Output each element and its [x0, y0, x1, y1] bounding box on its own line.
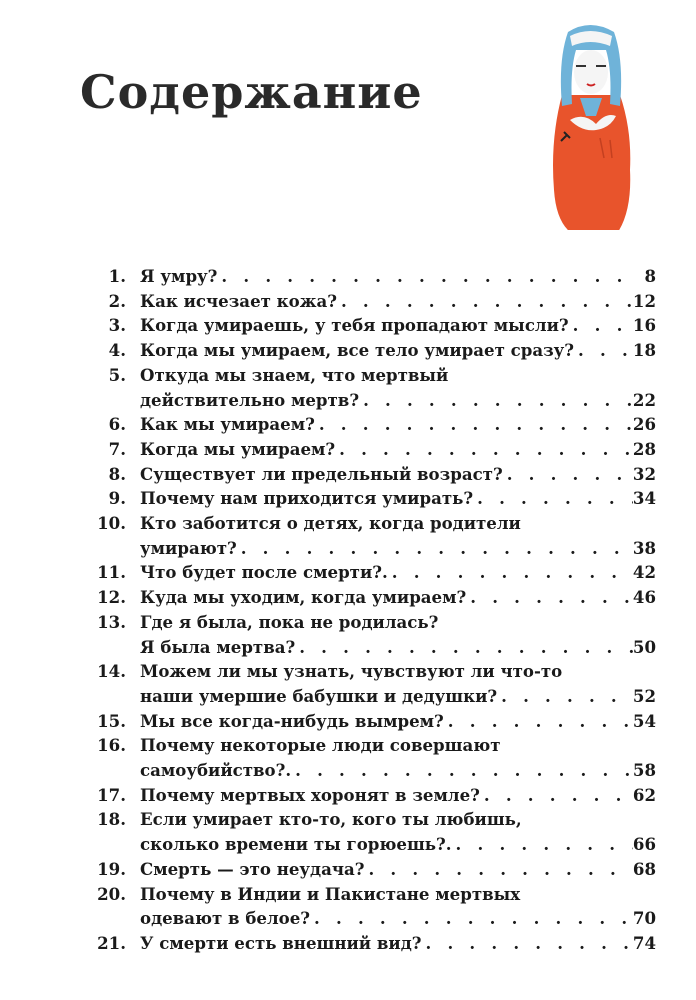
- entry-number: 19.: [97, 858, 126, 879]
- entry-title: Куда мы уходим, когда умираем?: [140, 587, 467, 608]
- toc-entry[interactable]: [86, 264, 656, 289]
- page-number: 16: [632, 315, 656, 336]
- table-of-contents: [86, 264, 656, 956]
- page-number: 28: [632, 438, 656, 459]
- toc-entry[interactable]: [86, 412, 656, 437]
- page-number: 62: [632, 784, 656, 805]
- leader-dots: [363, 388, 633, 413]
- entry-title: Мы все когда-нибудь вымрем?: [140, 710, 444, 731]
- entry-title: Можем ли мы узнать, чувствуют ли что-то: [140, 661, 563, 682]
- toc-entry[interactable]: [86, 363, 656, 412]
- entry-title-cont: одевают в белое?: [140, 908, 311, 929]
- entry-title: Кто заботится о детях, когда родители: [140, 513, 521, 534]
- leader-dots: [341, 289, 633, 314]
- toc-entry[interactable]: [86, 289, 656, 314]
- entry-title: Как мы умираем?: [140, 414, 315, 435]
- toc-entry[interactable]: [86, 511, 656, 560]
- entry-number: 5.: [108, 364, 126, 385]
- page-number: 22: [632, 389, 656, 410]
- entry-number: 13.: [97, 611, 126, 632]
- leader-dots: [578, 338, 633, 363]
- leader-dots: [477, 486, 633, 511]
- leader-dots: [295, 758, 633, 783]
- leader-dots: [299, 635, 633, 660]
- toc-entry[interactable]: [86, 585, 656, 610]
- toc-entry[interactable]: [86, 882, 656, 931]
- leader-dots: [507, 462, 633, 487]
- entry-title: Почему некоторые люди совершают: [140, 735, 501, 756]
- entry-number: 8.: [108, 463, 126, 484]
- page-number: 8: [644, 266, 656, 286]
- toc-entry[interactable]: [86, 783, 656, 808]
- toc-entry[interactable]: [86, 610, 656, 659]
- toc-entry[interactable]: [86, 486, 656, 511]
- leader-dots: [368, 857, 632, 882]
- entry-number: 4.: [108, 340, 126, 361]
- leader-dots: [241, 536, 633, 561]
- entry-title: Почему мертвых хоронят в земле?: [140, 784, 480, 805]
- entry-number: 16.: [97, 735, 126, 756]
- entry-title: Когда умираешь, у тебя пропадают мысли?: [140, 315, 569, 336]
- entry-title: Если умирает кто-то, кого ты любишь,: [140, 809, 522, 830]
- entry-title: Существует ли предельный возраст?: [140, 463, 503, 484]
- page-title: Содержание: [80, 64, 423, 119]
- page-number: 18: [632, 340, 656, 361]
- toc-entry[interactable]: [86, 733, 656, 782]
- page-number: 34: [632, 488, 656, 509]
- entry-title: Как исчезает кожа?: [140, 290, 337, 311]
- entry-title: Почему нам приходится умирать?: [140, 488, 474, 509]
- toc-entry[interactable]: [86, 437, 656, 462]
- leader-dots: [339, 437, 633, 462]
- page-number: 46: [632, 587, 656, 608]
- entry-title: Откуда мы знаем, что мертвый: [140, 364, 449, 385]
- page-number: 52: [632, 685, 656, 706]
- entry-title-cont: действительно мертв?: [140, 389, 360, 410]
- toc-entry[interactable]: [86, 709, 656, 734]
- page-number: 38: [632, 537, 656, 558]
- entry-number: 2.: [108, 290, 126, 311]
- leader-dots: [319, 412, 633, 437]
- entry-title: Где я была, пока не родилась?: [140, 611, 439, 632]
- entry-title-cont: наши умершие бабушки и дедушки?: [140, 685, 498, 706]
- entry-number: 14.: [97, 661, 126, 682]
- page-number: 32: [632, 463, 656, 484]
- entry-title-cont: самоубийство?.: [140, 760, 292, 781]
- entry-title: Почему в Индии и Пакистане мертвых: [140, 883, 521, 904]
- entry-title: Когда мы умираем?: [140, 438, 336, 459]
- leader-dots: [392, 560, 633, 585]
- entry-number: 15.: [97, 710, 126, 731]
- toc-entry[interactable]: [86, 857, 656, 882]
- leader-dots: [470, 585, 633, 610]
- toc-entry[interactable]: [86, 338, 656, 363]
- leader-dots: [426, 931, 633, 956]
- entry-number: 17.: [97, 784, 126, 805]
- toc-entry[interactable]: [86, 659, 656, 708]
- toc-entry[interactable]: [86, 560, 656, 585]
- entry-title: Когда мы умираем, все тело умирает сразу?: [140, 340, 575, 361]
- entry-title-cont: умирают?: [140, 537, 237, 558]
- entry-title: Я умру?: [140, 266, 218, 286]
- toc-entry[interactable]: [86, 462, 656, 487]
- toc-entry[interactable]: [86, 807, 656, 856]
- page-number: 74: [632, 932, 656, 953]
- entry-title: Смерть — это неудача?: [140, 858, 365, 879]
- page-number: 58: [632, 760, 656, 781]
- entry-number: 9.: [108, 488, 126, 509]
- page-number: 50: [632, 636, 656, 657]
- leader-dots: [448, 709, 633, 734]
- leader-dots: [501, 684, 633, 709]
- page-number: 66: [632, 834, 656, 855]
- entry-number: 3.: [108, 315, 126, 336]
- entry-number: 7.: [108, 438, 126, 459]
- entry-number: 21.: [97, 932, 126, 953]
- leader-dots: [221, 264, 634, 289]
- page-number: 12: [632, 290, 656, 311]
- toc-entry[interactable]: [86, 931, 656, 956]
- page-number: 26: [632, 414, 656, 435]
- toc-entry[interactable]: [86, 313, 656, 338]
- entry-title-cont: Я была мертва?: [140, 636, 296, 657]
- entry-number: 20.: [97, 883, 126, 904]
- leader-dots: [484, 783, 633, 808]
- entry-number: 11.: [97, 562, 126, 583]
- leader-dots: [573, 313, 633, 338]
- entry-title-cont: сколько времени ты горюешь?.: [140, 834, 452, 855]
- entry-number: 10.: [97, 513, 126, 534]
- entry-number: 1.: [108, 266, 126, 286]
- page-number: 54: [632, 710, 656, 731]
- mummy-illustration: [540, 20, 640, 230]
- leader-dots: [456, 832, 633, 857]
- page-number: 42: [632, 562, 656, 583]
- page-number: 70: [632, 908, 656, 929]
- entry-number: 6.: [108, 414, 126, 435]
- entry-number: 12.: [97, 587, 126, 608]
- entry-title: Что будет после смерти?.: [140, 562, 388, 583]
- entry-number: 18.: [97, 809, 126, 830]
- entry-title: У смерти есть внешний вид?: [140, 932, 422, 953]
- page-number: 68: [632, 858, 656, 879]
- leader-dots: [314, 906, 633, 931]
